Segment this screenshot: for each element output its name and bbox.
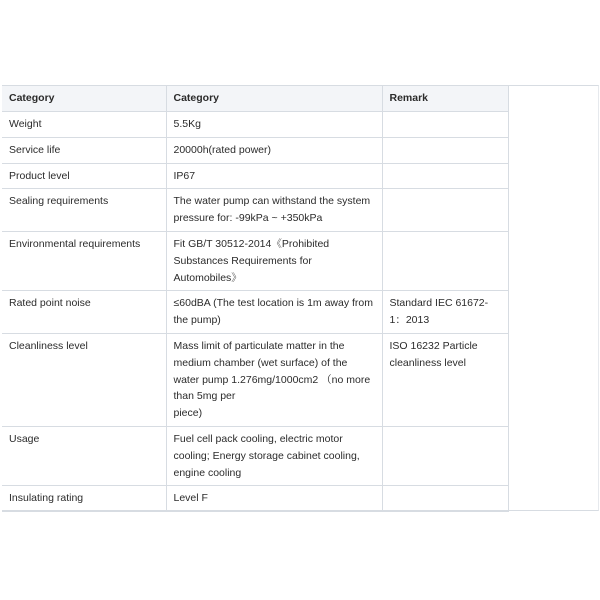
cell-remark (382, 163, 508, 189)
cell-category: Environmental requirements (2, 231, 166, 290)
cell-value: Fit GB/T 30512-2014《Prohibited Substances Requirements for Automobiles》 (166, 231, 382, 290)
cell-category: Rated point noise (2, 291, 166, 334)
column-header-remark: Remark (382, 86, 508, 112)
cell-value: The water pump can withstand the system pressure for: -99kPa ~ +350kPa (166, 189, 382, 232)
spec-table-frame (2, 85, 599, 511)
cell-category: Sealing requirements (2, 189, 166, 232)
table-row (2, 426, 508, 485)
cell-value: 5.5Kg (166, 112, 382, 138)
column-header-category: Category (2, 86, 166, 112)
cell-remark (382, 137, 508, 163)
cell-remark (382, 231, 508, 290)
cell-category: Weight (2, 112, 166, 138)
table-row (2, 163, 508, 189)
cell-value: 20000h(rated power) (166, 137, 382, 163)
column-header-category-2: Category (166, 86, 382, 112)
cell-value: Mass limit of particulate matter in the medium chamber (wet surface) of the water pump 1.276mg/1000cm2 （no more than 5mg per piece) (166, 333, 382, 426)
cell-value: Fuel cell pack cooling, electric motor cooling; Energy storage cabinet cooling, engine cooling (166, 426, 382, 485)
cell-remark (382, 189, 508, 232)
cell-category: Service life (2, 137, 166, 163)
cell-remark (382, 426, 508, 485)
table-row (2, 291, 508, 334)
cell-value: ≤60dBA (The test location is 1m away from the pump) (166, 291, 382, 334)
table-row (2, 189, 508, 232)
cell-remark (382, 112, 508, 138)
cell-remark: ISO 16232 Particle cleanliness level (382, 333, 508, 426)
table-header-row (2, 86, 508, 112)
cell-category: Cleanliness level (2, 333, 166, 426)
table-row (2, 486, 508, 512)
cell-value: Level F (166, 486, 382, 512)
table-row (2, 137, 508, 163)
table-row (2, 333, 508, 426)
cell-remark: Standard IEC 61672-1：2013 (382, 291, 508, 334)
table-row (2, 112, 508, 138)
cell-category: Usage (2, 426, 166, 485)
cell-category: Product level (2, 163, 166, 189)
cell-remark (382, 486, 508, 512)
cell-value: IP67 (166, 163, 382, 189)
spec-table (2, 86, 509, 512)
table-row (2, 231, 508, 290)
cell-category: Insulating rating (2, 486, 166, 512)
